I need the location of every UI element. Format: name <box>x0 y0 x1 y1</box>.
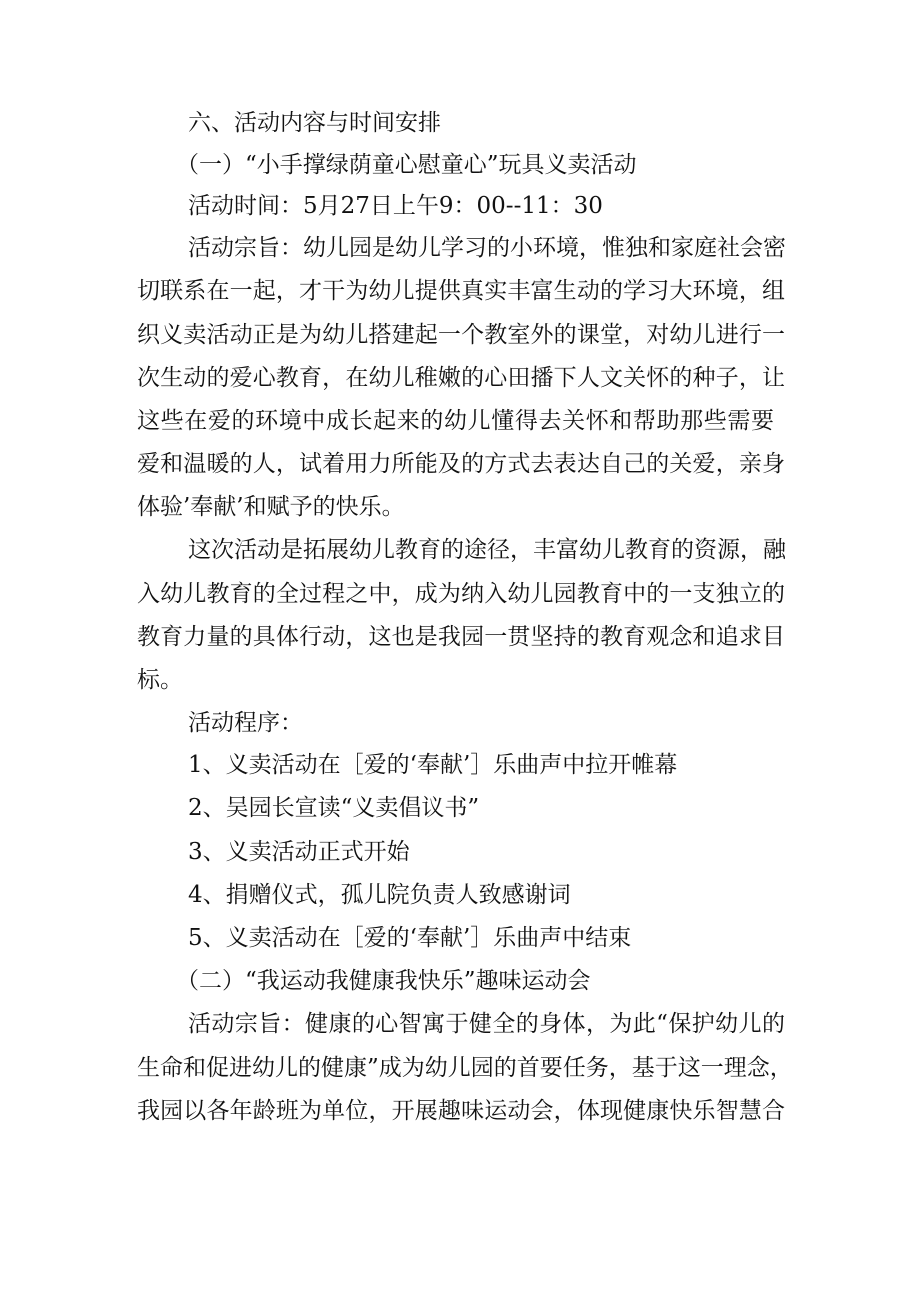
activity1-purpose-line: 切联系在一起，才干为幼儿提供真实丰富生动的学习大环境，组 <box>137 278 785 304</box>
activity1-heading: （一）“小手撑绿荫童心慰童心”玩具义卖活动 <box>176 152 637 178</box>
procedure-step: 1、义卖活动在［爱的‘奉献’］乐曲声中拉开帷幕 <box>188 752 678 778</box>
activity2-purpose-line: 我园以各年龄班为单位，开展趣味运动会，体现健康快乐智慧合 <box>137 1098 785 1124</box>
procedure-step: 2、吴园长宣读“义卖倡议书” <box>188 795 480 821</box>
procedure-step: 5、义卖活动在［爱的‘奉献’］乐曲声中结束 <box>188 925 632 951</box>
activity1-purpose-line: 爱和温暖的人，试着用力所能及的方式去表达自己的关爱，亲身 <box>137 451 785 477</box>
activity1-significance-line: 这次活动是拓展幼儿教育的途径，丰富幼儿教育的资源，融 <box>188 537 786 563</box>
activity1-significance-line: 入幼儿教育的全过程之中，成为纳入幼儿园教育中的一支独立的 <box>137 581 785 607</box>
activity1-purpose-line: 这些在爱的环境中成长起来的幼儿懂得去关怀和帮助那些需要 <box>137 408 774 434</box>
procedure-heading: 活动程序： <box>188 710 303 736</box>
activity1-time: 活动时间：5月27日上午9：00--11：30 <box>188 193 603 219</box>
activity1-purpose-line: 织义卖活动正是为幼儿搭建起一个教室外的课堂，对幼儿进行一 <box>137 322 785 348</box>
activity1-purpose-line: 次生动的爱心教育，在幼儿稚嫩的心田播下人文关怀的种子，让 <box>137 365 785 391</box>
procedure-step: 4、捐赠仪式，孤儿院负责人致感谢词 <box>188 882 571 908</box>
activity1-significance-line: 教育力量的具体行动，这也是我园一贯坚持的教育观念和追求目 <box>137 624 785 650</box>
section-heading: 六、活动内容与时间安排 <box>188 110 441 136</box>
activity1-significance-line: 标。 <box>137 667 183 693</box>
procedure-step: 3、义卖活动正式开始 <box>188 839 410 865</box>
activity1-purpose-line: 活动宗旨：幼儿园是幼儿学习的小环境，惟独和家庭社会密 <box>188 235 786 261</box>
activity1-purpose-line: 体验’奉献’和赋予的快乐。 <box>137 494 405 520</box>
activity2-purpose-line: 活动宗旨：健康的心智寓于健全的身体，为此“保护幼儿的 <box>188 1011 785 1037</box>
activity2-heading: （二）“我运动我健康我快乐”趣味运动会 <box>176 968 591 994</box>
activity2-purpose-line: 生命和促进幼儿的健康”成为幼儿园的首要任务，基于这一理念， <box>137 1055 793 1081</box>
